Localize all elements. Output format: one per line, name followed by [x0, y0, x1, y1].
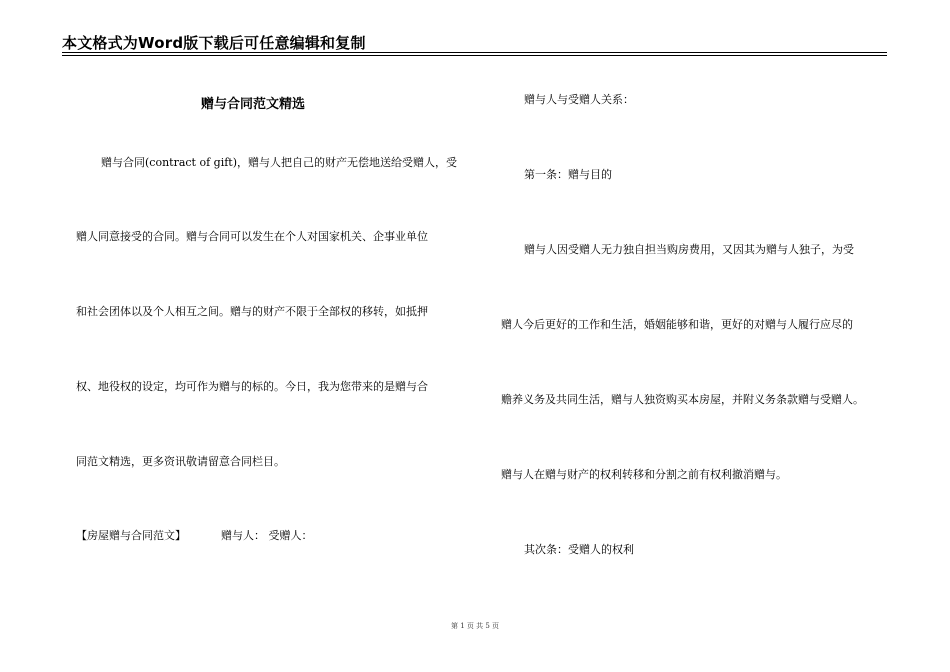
- body-line: 赠人同意接受的合同。赠与合同可以发生在个人对国家机关、企事业单位: [76, 230, 428, 243]
- body-line: 权、地役权的设定，均可作为赠与的标的。今日，我为您带来的是赠与合: [76, 380, 428, 393]
- body-line: 赠与人因受赠人无力独自担当购房费用，又因其为赠与人独子，为受: [524, 243, 854, 256]
- header-divider: [62, 52, 887, 56]
- parties-line: 赠与人： 受赠人：: [221, 529, 313, 542]
- article-title: 第一条：赠与目的: [524, 168, 612, 181]
- relation-line: 赠与人与受赠人关系：: [524, 93, 634, 106]
- body-line: 和社会团体以及个人相互之间。赠与的财产不限于全部权的移转，如抵押: [76, 305, 428, 318]
- body-line: 赠与人在赠与财产的权利转移和分割之前有权利撤消赠与。: [501, 468, 787, 481]
- article-title: 其次条：受赠人的权利: [524, 543, 634, 556]
- body-line: 赡养义务及共同生活，赠与人独资购买本房屋，并附义务条款赠与受赠人。: [501, 393, 864, 406]
- body-line: 赠与合同(contract of gift)，赠与人把自己的财产无偿地送给受赠人，受: [101, 156, 458, 169]
- document-banner: 本文格式为Word版下载后可任意编辑和复制: [62, 34, 366, 52]
- body-line: 赠人今后更好的工作和生活，婚姻能够和谐，更好的对赠与人履行应尽的: [501, 318, 853, 331]
- body-line: 同范文精选，更多资讯敬请留意合同栏目。: [76, 455, 285, 468]
- page-number: 第 1 页 共 5 页: [450, 622, 500, 630]
- section-heading: 【房屋赠与合同范文】: [76, 529, 186, 542]
- document-title: 赠与合同范文精选: [201, 97, 306, 112]
